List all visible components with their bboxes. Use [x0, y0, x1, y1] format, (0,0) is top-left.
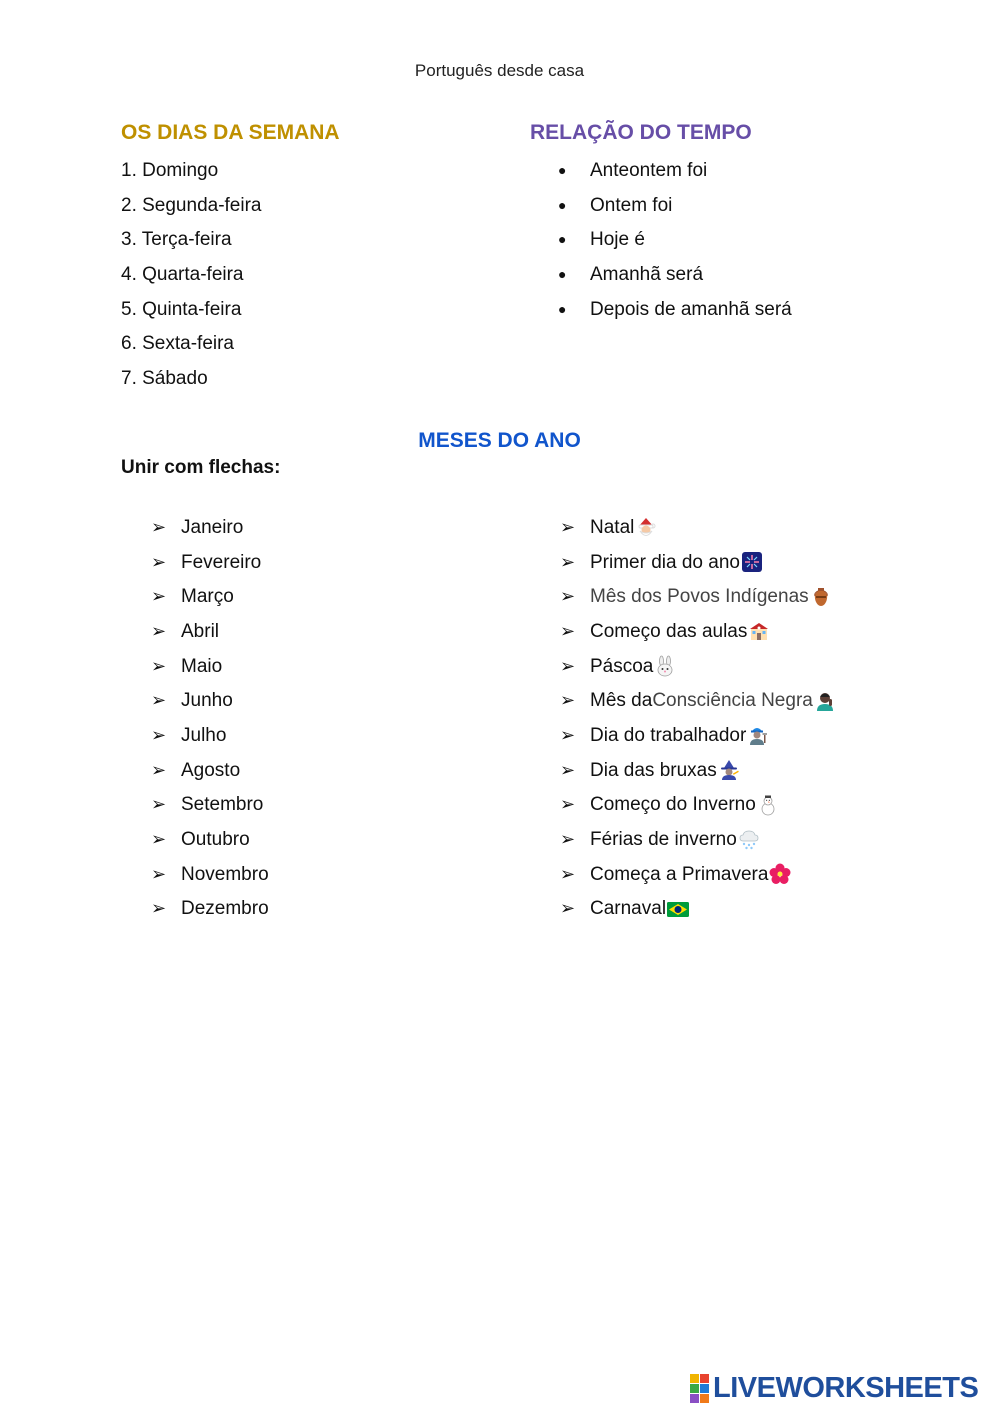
logo-square [690, 1394, 699, 1403]
arrow-bullet-icon: ➢ [560, 759, 576, 780]
month-item[interactable] [151, 857, 269, 892]
arrow-bullet-icon: ➢ [560, 724, 576, 745]
time-relation-item [558, 262, 792, 297]
logo-square [700, 1394, 709, 1403]
month-item[interactable] [151, 510, 269, 545]
event-label-muted: Mês dos Povos Indígenas [590, 586, 809, 608]
day-item: 2. Segunda-feira [121, 194, 262, 216]
day-item: 1. Domingo [121, 160, 219, 181]
arrow-bullet-icon: ➢ [151, 620, 167, 641]
arrow-bullet-icon: ➢ [151, 655, 167, 676]
event-item[interactable] [560, 579, 836, 614]
arrow-bullet-icon: ➢ [560, 794, 576, 815]
arrow-bullet-icon: ➢ [560, 690, 576, 711]
time-relation-item [558, 297, 792, 332]
event-label-muted: Consciência Negra [652, 690, 813, 712]
month-label: Agosto [181, 759, 241, 781]
arrow-bullet-icon: ➢ [151, 898, 167, 919]
witch-emoji-icon [718, 759, 740, 781]
event-label: Férias de inverno [590, 829, 737, 851]
arrow-bullet-icon: ➢ [151, 863, 167, 884]
event-item[interactable] [560, 649, 836, 684]
month-item[interactable] [151, 753, 269, 788]
event-item[interactable] [560, 857, 836, 892]
event-label: Natal [590, 516, 635, 538]
month-label: Julho [181, 724, 227, 746]
day-item: 4. Quarta-feira [121, 264, 244, 286]
brazil-flag-emoji-icon [667, 898, 689, 920]
school-emoji-icon [748, 620, 770, 642]
event-label: Começo das aulas [590, 620, 748, 642]
event-item[interactable] [560, 545, 836, 580]
bullet-icon: ● [558, 162, 567, 178]
month-item[interactable] [151, 892, 269, 927]
day-item: 3. Terça-feira [121, 229, 232, 251]
time-relation-label: Depois de amanhã será [590, 298, 792, 320]
months-heading: MESES DO ANO [418, 429, 581, 452]
event-item[interactable] [560, 788, 836, 823]
days-of-week-list [121, 158, 262, 401]
event-item[interactable] [560, 614, 836, 649]
arrow-bullet-icon: ➢ [560, 516, 576, 537]
event-label: Dia das bruxas [590, 759, 717, 781]
month-label: Março [181, 586, 234, 608]
arrow-bullet-icon: ➢ [151, 516, 167, 537]
event-label: Páscoa [590, 655, 654, 677]
arrow-bullet-icon: ➢ [560, 620, 576, 641]
arrow-bullet-icon: ➢ [560, 551, 576, 572]
event-item[interactable] [560, 510, 836, 545]
time-relation-label: Anteontem foi [590, 160, 708, 181]
month-label: Janeiro [181, 516, 244, 538]
rabbit-emoji-icon [654, 655, 676, 677]
event-item[interactable] [560, 892, 836, 927]
month-label: Dezembro [181, 898, 269, 920]
month-item[interactable] [151, 579, 269, 614]
event-item[interactable] [560, 753, 836, 788]
logo-square [690, 1374, 699, 1383]
month-label: Junho [181, 690, 233, 712]
months-list [151, 510, 269, 926]
liveworksheets-logo [690, 1372, 978, 1405]
event-label: Começo do Inverno [590, 794, 756, 816]
time-relation-item [558, 227, 792, 262]
month-item[interactable] [151, 822, 269, 857]
bullet-icon: ● [558, 266, 567, 283]
event-item[interactable] [560, 822, 836, 857]
bullet-icon: ● [558, 196, 567, 213]
day-item: 6. Sexta-feira [121, 333, 234, 355]
arrow-bullet-icon: ➢ [151, 759, 167, 780]
arrow-bullet-icon: ➢ [560, 655, 576, 676]
events-list [560, 510, 836, 926]
logo-square [690, 1384, 699, 1393]
bullet-icon: ● [558, 300, 567, 317]
days-of-week-heading: OS DIAS DA SEMANA [121, 121, 340, 144]
santa-emoji-icon [635, 516, 657, 538]
month-item[interactable] [151, 545, 269, 580]
time-relation-item [558, 158, 792, 193]
document-header: Português desde casa [414, 61, 585, 80]
arrow-bullet-icon: ➢ [151, 586, 167, 607]
month-item[interactable] [151, 788, 269, 823]
snowman-emoji-icon [757, 794, 779, 816]
event-item[interactable] [560, 718, 836, 753]
event-label: Começa a Primavera [590, 863, 769, 885]
month-label: Abril [181, 620, 220, 642]
logo-square [700, 1384, 709, 1393]
time-relation-label: Hoje é [590, 229, 645, 251]
snow-cloud-emoji-icon [738, 829, 760, 851]
arrow-bullet-icon: ➢ [151, 551, 167, 572]
logo-squares-icon [690, 1374, 709, 1403]
month-item[interactable] [151, 614, 269, 649]
amphora-emoji-icon [810, 586, 832, 608]
time-relation-heading: RELAÇÃO DO TEMPO [530, 121, 752, 144]
arrow-bullet-icon: ➢ [560, 586, 576, 607]
day-item: 5. Quinta-feira [121, 298, 242, 320]
logo-text: LIVEWORKSHEETS [713, 1372, 979, 1404]
logo-square [700, 1374, 709, 1383]
time-relation-label: Ontem foi [590, 194, 673, 216]
month-label: Setembro [181, 794, 264, 816]
month-label: Outubro [181, 829, 250, 851]
arrow-bullet-icon: ➢ [151, 829, 167, 850]
arrow-bullet-icon: ➢ [151, 690, 167, 711]
month-item[interactable] [151, 683, 269, 718]
person-gesturing-emoji-icon [814, 690, 836, 712]
hibiscus-emoji-icon [769, 863, 791, 885]
event-label: Carnaval [590, 898, 667, 920]
month-label: Maio [181, 655, 223, 677]
time-relation-label: Amanhã será [590, 264, 704, 286]
event-label: Dia do trabalhador [590, 724, 747, 746]
arrow-bullet-icon: ➢ [560, 829, 576, 850]
arrow-bullet-icon: ➢ [560, 863, 576, 884]
day-item: 7. Sábado [121, 368, 208, 390]
month-label: Novembro [181, 863, 269, 885]
month-item[interactable] [151, 718, 269, 753]
instruction-text: Unir com flechas: [121, 457, 281, 478]
event-label: Primer dia do ano [590, 551, 740, 573]
event-label: Mês da [590, 690, 653, 712]
worker-emoji-icon [747, 724, 769, 746]
fireworks-emoji-icon [741, 551, 763, 573]
arrow-bullet-icon: ➢ [151, 794, 167, 815]
time-relation-item [558, 193, 792, 228]
month-item[interactable] [151, 649, 269, 684]
time-relation-list [558, 158, 792, 331]
bullet-icon: ● [558, 231, 567, 248]
arrow-bullet-icon: ➢ [560, 898, 576, 919]
month-label: Fevereiro [181, 551, 262, 573]
event-item[interactable] [560, 683, 836, 718]
arrow-bullet-icon: ➢ [151, 724, 167, 745]
